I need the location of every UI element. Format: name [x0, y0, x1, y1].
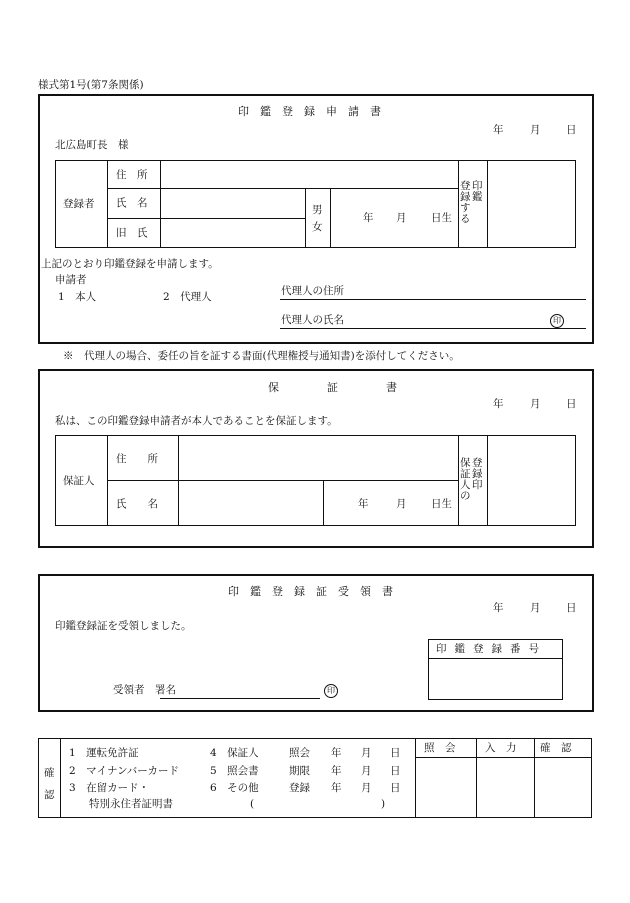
reg-number-label: 印鑑登録番号 [436, 643, 547, 655]
former-name-label: 旧 氏 [116, 227, 148, 239]
application-statement: 上記のとおり印鑑登録を申請します。 [41, 258, 219, 270]
agent-address-line[interactable] [280, 299, 586, 300]
guarantor-birth-month: 月 [396, 498, 407, 510]
guarantor-seal-col-2: 登 録 印 [472, 457, 483, 491]
guarantee-statement: 私は、この印鑑登録申請者が本人であることを保証します。 [55, 415, 338, 427]
confirm-register-label: 登録 [289, 782, 310, 794]
receipt-date-month: 月 [530, 602, 541, 614]
receiver-seal-mark: 印 [324, 684, 338, 698]
addressee: 北広島町長 様 [55, 139, 129, 151]
guarantee-date-year: 年 [493, 398, 504, 410]
applicant-label: 申請者 [55, 274, 87, 286]
guarantor-name-field[interactable] [179, 481, 322, 525]
col-input: 入 力 [485, 742, 517, 754]
agent-seal-mark: 印 [550, 314, 564, 328]
receipt-date-year: 年 [493, 602, 504, 614]
attachment-note: ※ 代理人の場合、委任の旨を証する書面(代理権授与通知書)を添付してください。 [63, 350, 460, 362]
form-number: 様式第1号(第7条関係) [38, 79, 144, 91]
input-stamp-field[interactable] [477, 758, 533, 817]
registrant-label: 登録者 [63, 198, 95, 210]
confirm-deadline-month: 月 [361, 765, 372, 777]
name-field[interactable] [161, 189, 304, 217]
col-confirm: 確 認 [540, 742, 572, 754]
seal-col-2: 印 鑑 [472, 180, 483, 203]
confirm-item-6[interactable]: 6 その他 [210, 782, 259, 794]
sex-female[interactable]: 女 [312, 221, 323, 233]
agent-address-label: 代理人の住所 [281, 285, 344, 297]
other-detail-field[interactable] [258, 797, 378, 811]
confirm-deadline-year: 年 [331, 765, 342, 777]
guarantor-address-label: 住 所 [116, 453, 158, 465]
confirm-item-3[interactable]: 3 在留カード・ [69, 782, 150, 794]
sex-male[interactable]: 男 [312, 204, 323, 216]
application-date-day: 日 [566, 124, 577, 136]
guarantor-label: 保証人 [63, 475, 95, 487]
receipt-statement: 印鑑登録証を受領しました。 [55, 620, 192, 632]
application-date-month: 月 [530, 124, 541, 136]
agent-name-label: 代理人の氏名 [281, 314, 344, 326]
guarantee-date-day: 日 [566, 398, 577, 410]
birth-month: 月 [396, 212, 407, 224]
receipt-date-day: 日 [566, 602, 577, 614]
confirm-item-4[interactable]: 4 保証人 [210, 747, 259, 759]
confirm-register-year: 年 [331, 782, 342, 794]
inquiry-stamp-field[interactable] [416, 758, 475, 817]
birth-suffix: 日生 [431, 212, 452, 224]
confirm-item-1[interactable]: 1 運転免許証 [69, 747, 139, 759]
application-title: 印鑑登録申請書 [238, 105, 392, 118]
confirm-stamp-field[interactable] [535, 758, 591, 817]
reg-number-field[interactable] [429, 659, 562, 699]
guarantee-date-month: 月 [530, 398, 541, 410]
former-name-field[interactable] [161, 219, 304, 247]
confirm-inquiry-month: 月 [361, 747, 372, 759]
confirm-item-2[interactable]: 2 マイナンバーカード [69, 765, 179, 777]
application-date-year: 年 [493, 124, 504, 136]
guarantor-birth-suffix: 日生 [431, 498, 452, 510]
agent-name-line[interactable] [280, 328, 586, 329]
guarantor-seal-col-1: 保 証 人 の [460, 457, 471, 502]
confirm-deadline-label: 期限 [289, 765, 310, 777]
address-label: 住 所 [116, 169, 148, 181]
name-label: 氏 名 [116, 197, 148, 209]
confirm-register-month: 月 [361, 782, 372, 794]
col-inquiry: 照 会 [424, 742, 456, 754]
other-paren-open: ( [250, 798, 255, 810]
applicant-option-self[interactable]: 1 本人 [58, 291, 97, 303]
guarantee-title: 保証書 [268, 381, 445, 394]
receipt-title: 印鑑登録証受領書 [228, 585, 404, 598]
birth-year: 年 [363, 212, 374, 224]
confirm-inquiry-year: 年 [331, 747, 342, 759]
address-field[interactable] [161, 161, 457, 187]
confirm-inquiry-label: 照会 [289, 747, 310, 759]
receiver-label: 受領者 署名 [113, 684, 176, 696]
confirm-register-day: 日 [390, 782, 401, 794]
applicant-option-agent[interactable]: 2 代理人 [163, 291, 212, 303]
registered-seal-field[interactable] [488, 161, 575, 247]
guarantor-name-label: 氏 名 [116, 498, 158, 510]
confirm-inquiry-day: 日 [390, 747, 401, 759]
guarantor-address-field[interactable] [179, 436, 457, 479]
guarantor-seal-field[interactable] [488, 436, 575, 525]
other-paren-close: ) [381, 798, 386, 810]
seal-col-1: 登 録 す る [460, 180, 471, 225]
receiver-signature-line[interactable] [160, 698, 320, 699]
confirm-item-3-cont: 特別永住者証明書 [89, 798, 173, 810]
guarantor-birth-year: 年 [358, 498, 369, 510]
confirmation-side-label: 確 認 [44, 767, 55, 801]
confirm-item-5[interactable]: 5 照会書 [210, 765, 259, 777]
confirm-deadline-day: 日 [390, 765, 401, 777]
